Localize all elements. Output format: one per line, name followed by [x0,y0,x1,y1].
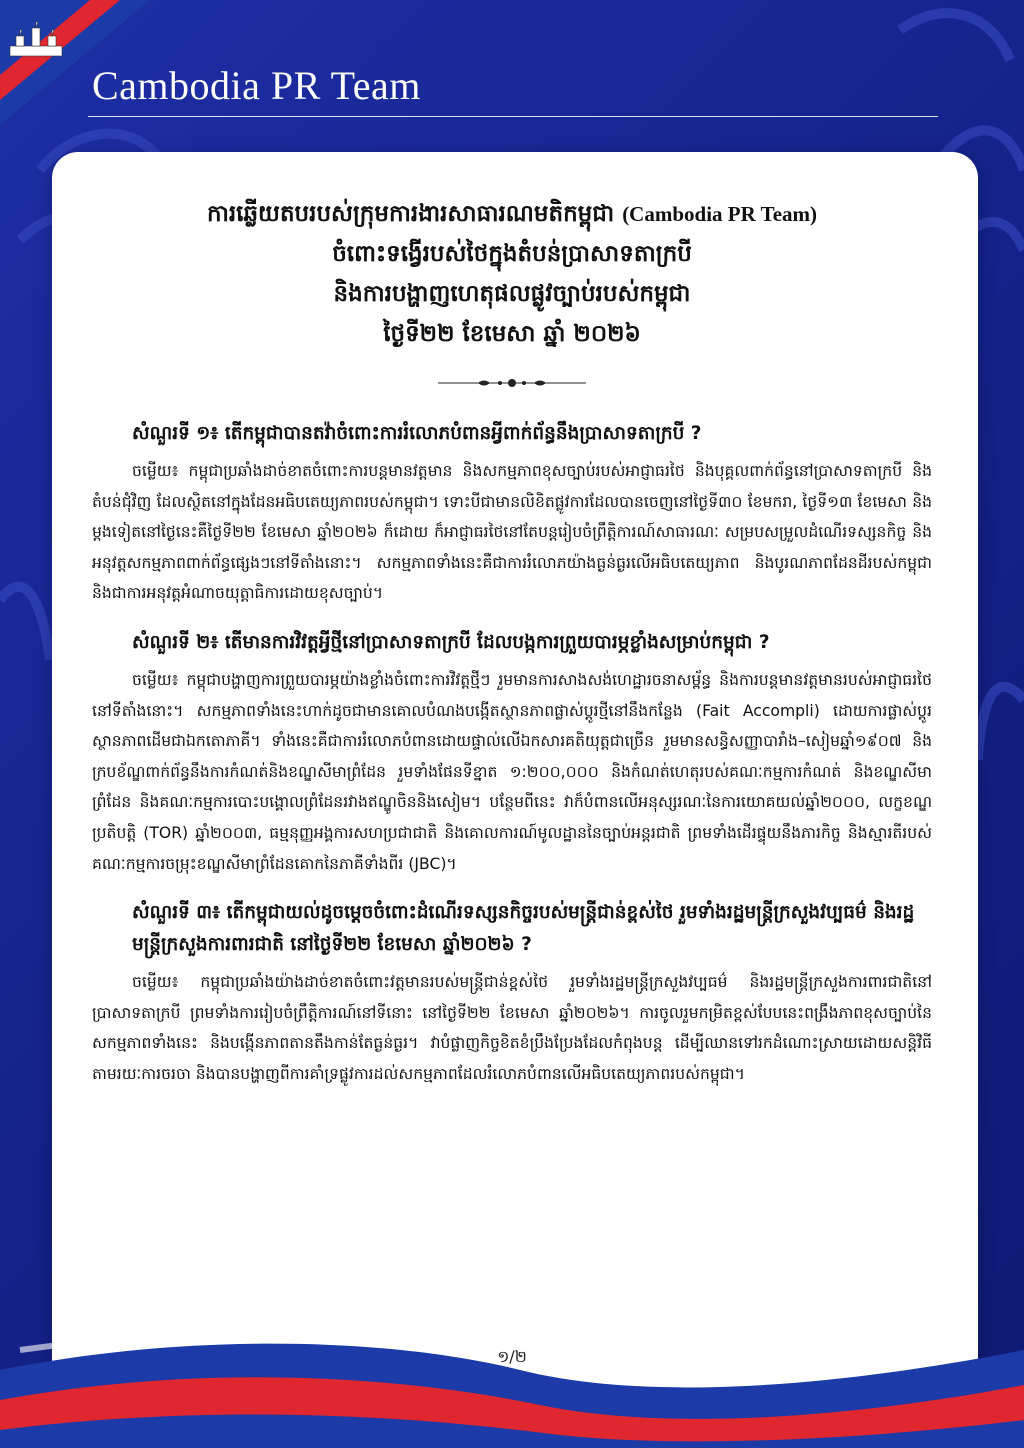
ornament-divider-icon [438,376,586,390]
question-3: សំណួរទី ៣៖ តើកម្ពុជាយល់ដូចម្តេចចំពោះដំណើរទស្សនកិច្ចរបស់មន្ត្រីជាន់ខ្ពស់ថៃ រួមទាំងរដ្ឋមន្ត្រីក្រសួងវប្បធម៌ និងរដ្ឋមន្ត្រីក្រសួងការពារជាតិ នៅថ្ងៃទី២២ ខែមេសា ឆ្នាំ២០២៦ ? [132,902,915,956]
page-number: ១/២ [497,1347,527,1366]
header-title: Cambodia PR Team [92,63,421,108]
question-1: សំណួរទី ១៖ តើកម្ពុជាបានតវ៉ាចំពោះការរំលោភបំពានអ្វីពាក់ព័ន្ធនឹងប្រាសាទតាក្របី ? [132,423,702,444]
qa-section-3 [92,897,932,1089]
title-line-3: និងការបង្ហាញហេតុផលផ្លូវច្បាប់របស់កម្ពុជា [333,281,691,307]
qa-section-2 [92,627,932,879]
document-title [0,194,1024,354]
answer-2: ចម្លើយ៖ កម្ពុជាបង្ហាញការព្រួយបារម្ភយ៉ាងខ្លាំងចំពោះការវិវត្តថ្មីៗ រួមមានការសាងសង់ហេដ្ឋារចនាសម្ព័ន្ធ និងការបន្តមានវត្តមានរបស់អាជ្ញាធរថៃនៅទីតាំងនោះ។ សកម្មភាពទាំងនេះហាក់ដូចជាមានគោលបំណងបង្កើតស្ថានភាពផ្លាស់ប្តូរថ្មីនៅនឹងកន្លែង (Fait Accompli) ដោយការផ្លាស់ប្តូរស្ថានភាពដើមជាឯកតោភាគី។ ទាំងនេះគឺជាការរំលោភបំពានដោយផ្ទាល់លើឯកសារគតិយុត្តជាច្រើន រួមមានសន្ធិសញ្ញាបារាំង–សៀមឆ្នាំ១៩០៧ និងក្របខ័ណ្ឌពាក់ព័ន្ធនឹងការកំណត់និងខណ្ឌសីមាព្រំដែន រួមទាំងផែនទីខ្នាត ១:២០០,០០០ និងកំណត់ហេតុរបស់គណៈកម្មការកំណត់ និងខណ្ឌសីមាព្រំដែន និងគណៈកម្មការបោះបង្គោលព្រំដែនរវាងឥណ្ឌូចិននិងសៀម។ បន្ថែមពីនេះ វាក៏បំពានលើអនុស្សរណៈនៃការយោគយល់ឆ្នាំ២០០០, លក្ខខណ្ឌប្រតិបត្តិ (TOR) ឆ្នាំ២០០៣, ធម្មនុញ្ញអង្គការសហប្រជាជាតិ និងគោលការណ៍មូលដ្ឋាននៃច្បាប់អន្តរជាតិ ព្រមទាំងដើរផ្ទុយនឹងភារកិច្ច និងស្មារតីរបស់គណៈកម្មការចម្រុះខណ្ឌសីមាព្រំដែនគោកនៃភាគីទាំងពីរ (JBC)។ [92,670,932,873]
title-line-2: ចំពោះទង្វើរបស់ថៃក្នុងតំបន់ប្រាសាទតាក្របី [332,241,692,267]
question-2: សំណួរទី ២៖ តើមានការវិវត្តអ្វីថ្មីនៅប្រាសាទតាក្របី ដែលបង្កការព្រួយបារម្ភខ្លាំងសម្រាប់កម្ពុជា ? [132,631,770,653]
document-body [92,418,932,1108]
qa-section-1 [92,418,932,609]
title-line-1 [0,194,1024,234]
title-latin: (Cambodia PR Team) [622,202,818,226]
title-line-1-text: ការឆ្លើយតបរបស់ក្រុមការងារសាធារណមតិកម្ពុជា [206,201,615,227]
header-divider [88,116,938,117]
title-date: ថ្ងៃទី២២ ខែមេសា ឆ្នាំ ២០២៦ [383,321,641,347]
answer-1: ចម្លើយ៖ កម្ពុជាប្រឆាំងដាច់ខាតចំពោះការបន្តមានវត្តមាន និងសកម្មភាពខុសច្បាប់របស់អាជ្ញាធរថៃ និងបុគ្គលពាក់ព័ន្ធនៅប្រាសាទតាក្របី និងតំបន់ជុំវិញ ដែលស្ថិតនៅក្នុងដែនអធិបតេយ្យភាពរបស់កម្ពុជា។ ទោះបីជាមានលិខិតផ្លូវការដែលបានចេញនៅថ្ងៃទី៣០ ខែមករា, ថ្ងៃទី១៣ ខែមេសា និងម្តងទៀតនៅថ្ងៃនេះគឺថ្ងៃទី២២ ខែមេសា ឆ្នាំ២០២៦ ក៏ដោយ ក៏អាជ្ញាធរថៃនៅតែបន្តរៀបចំព្រឹត្តិការណ៍សាធារណៈ សម្របសម្រួលដំណើរទស្សនកិច្ច និងអនុវត្តសកម្មភាពពាក់ព័ន្ធផ្សេងៗនៅទីតាំងនោះ។ សកម្មភាពទាំងនេះគឺជាការរំលោភយ៉ាងធ្ងន់ធ្ងរលើអធិបតេយ្យភាព និងបូរណភាពដែនដីរបស់កម្ពុជា និងជាការអនុវត្តអំណាចយុត្តាធិការដោយខុសច្បាប់។ [92,462,932,603]
answer-3: ចម្លើយ៖ កម្ពុជាប្រឆាំងយ៉ាងដាច់ខាតចំពោះវត្តមានរបស់មន្ត្រីជាន់ខ្ពស់ថៃ រួមទាំងរដ្ឋមន្ត្រីក្រសួងវប្បធម៌ និងរដ្ឋមន្ត្រីក្រសួងការពារជាតិនៅប្រាសាទតាក្របី ព្រមទាំងការរៀបចំព្រឹត្តិការណ៍នៅទីនោះ នៅថ្ងៃទី២២ ខែមេសា ឆ្នាំ២០២៦។ ការចូលរួមកម្រិតខ្ពស់បែបនេះពង្រឹងភាពខុសច្បាប់នៃសកម្មភាពទាំងនេះ និងបង្កើនភាពតានតឹងកាន់តែធ្ងន់ធ្ងរ។ វាបំផ្លាញកិច្ចខិតខំប្រឹងប្រែងដែលកំពុងបន្ត ដើម្បីឈានទៅរកដំណោះស្រាយដោយសន្តិវិធីតាមរយៈការចរចា និងបានបង្ហាញពីការគាំទ្រផ្លូវការដល់សកម្មភាពដែលរំលោភបំពានលើអធិបតេយ្យភាពរបស់កម្ពុជា។ [92,973,932,1083]
